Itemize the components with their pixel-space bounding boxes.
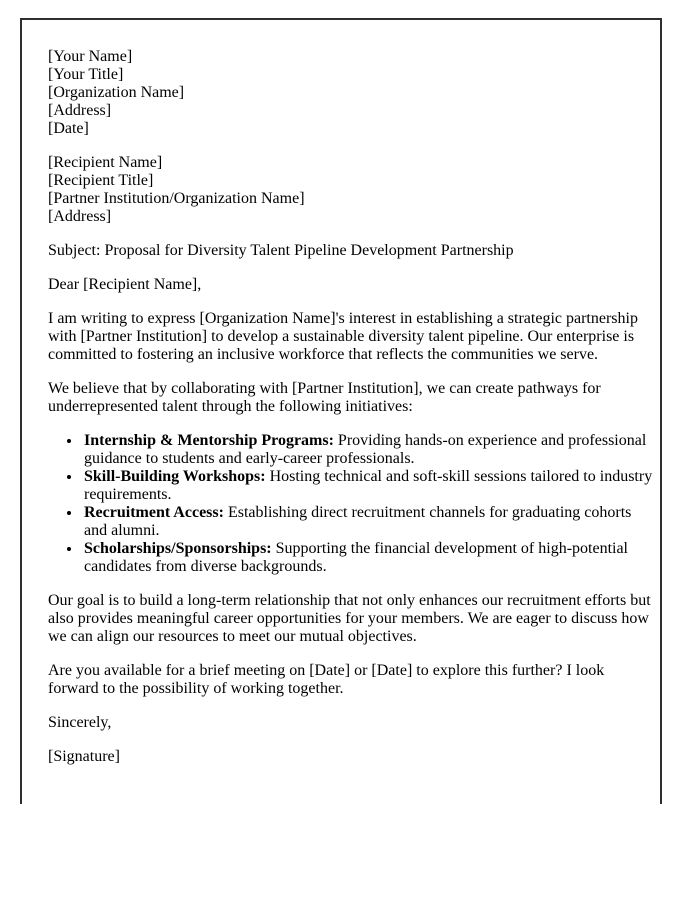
lead-in-paragraph: We believe that by collaborating with [Partner Institution], we can create pathways for underrepresented talent through the following initiatives: [48, 380, 601, 415]
letter-document [20, 18, 662, 804]
bullet-label: Skill-Building Workshops: [84, 468, 266, 485]
bullet-text: Establishing direct recruitment channels for graduating cohorts and alumni. [84, 504, 632, 539]
meeting-paragraph: Are you available for a brief meeting on [Date] or [Date] to explore this further? I look forward to the possibility of working together. [48, 662, 605, 697]
recipient-title: [Recipient Title] [48, 172, 154, 189]
sender-block [48, 48, 654, 138]
signoff: Sincerely, [48, 714, 112, 731]
subject-line: Subject: Proposal for Diversity Talent Pipeline Development Partnership [48, 242, 514, 259]
letter-date: [Date] [48, 120, 89, 137]
list-item-workshops [82, 468, 654, 504]
salutation: Dear [Recipient Name], [48, 276, 202, 293]
recipient-name: [Recipient Name] [48, 154, 163, 171]
recipient-address: [Address] [48, 208, 112, 225]
goal-paragraph: Our goal is to build a long-term relationship that not only enhances our recruitment efforts but also provides meaningful career opportunities for your members. We are eager to discuss how we can align our resources to meet our mutual objectives. [48, 592, 651, 645]
bullet-text: Hosting technical and soft-skill sessions tailored to industry requirements. [84, 468, 653, 503]
intro-paragraph: I am writing to express [Organization Name]'s interest in establishing a strategic partnership with [Partner Institution] to develop a sustainable diversity talent pipeline. Our enterprise is committed to fostering an inclusive workforce that reflects the communities we serve. [48, 310, 638, 363]
list-item-recruitment [82, 504, 654, 540]
recipient-block [48, 154, 654, 226]
bullet-label: Scholarships/Sponsorships: [84, 540, 272, 557]
sender-organization: [Organization Name] [48, 84, 185, 101]
list-item-internship [82, 432, 654, 468]
bullet-label: Internship & Mentorship Programs: [84, 432, 334, 449]
signature-placeholder: [Signature] [48, 748, 120, 765]
initiatives-list [48, 432, 654, 576]
bullet-text: Providing hands-on experience and professional guidance to students and early-career professionals. [84, 432, 647, 467]
list-item-scholarships [82, 540, 654, 576]
recipient-organization: [Partner Institution/Organization Name] [48, 190, 305, 207]
sender-address: [Address] [48, 102, 112, 119]
bullet-text: Supporting the financial development of high-potential candidates from diverse backgrounds. [84, 540, 628, 575]
sender-title: [Your Title] [48, 66, 124, 83]
bullet-label: Recruitment Access: [84, 504, 224, 521]
sender-name: [Your Name] [48, 48, 133, 65]
